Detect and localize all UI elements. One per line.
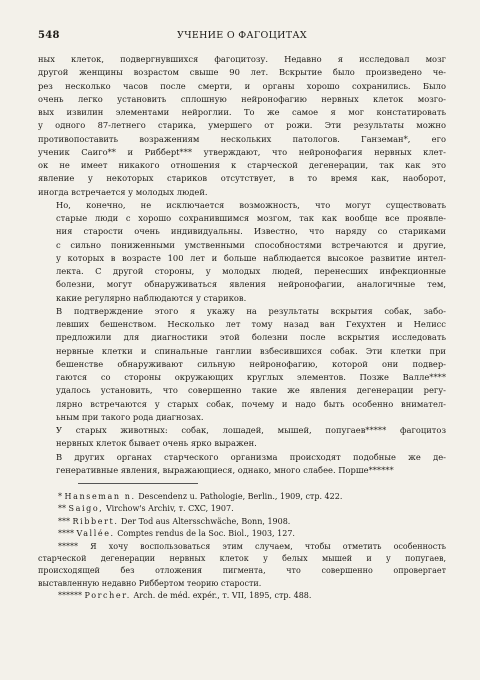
text-line: нервных клеток бывает очень ярко выражен.	[56, 438, 257, 449]
footnote-mark: ******	[58, 591, 82, 601]
text-line: Но, конечно, не исключается возможность, что могут существовать	[56, 199, 446, 210]
footnote	[38, 541, 446, 591]
footnote	[38, 516, 446, 528]
footnote-text: Я хочу воспользоваться этим случаем, чтобы отметить особенность	[90, 541, 446, 551]
text-line: нервные клетки и спинальные ганглии взбесившихся собак. Эти клетки при	[56, 345, 446, 356]
text-line: иногда встречается у молодых людей.	[38, 186, 208, 197]
footnote	[38, 503, 446, 515]
footnote-text: выставленную недавно Риббертом теорию старости.	[38, 578, 262, 588]
footnote-text: Der Tod aus Altersschwäche, Bonn, 1908.	[121, 516, 291, 526]
text-line: очень легко установить сплошную нейронофагию нервных клеток мозго-	[38, 93, 446, 104]
text-line: ученик Саиго** и Риббept*** утверждают, что нейронофагия нервных клет-	[38, 146, 446, 157]
text-line: лекта. С другой стороны, у молодых людей, перенесших инфекционные	[56, 266, 446, 276]
footnote-text: старческой дегенерации нервных клеток у белых мышей и у попугаев,	[38, 554, 446, 564]
footnote-text: Virchow's Archiv, т. CXC, 1907.	[105, 504, 234, 514]
page-number: 548	[38, 30, 60, 41]
paragraph	[38, 451, 446, 478]
footnote	[38, 528, 446, 540]
text-line: лярно встречаются у старых собак, почему и надо быть особенно внимател-	[56, 398, 446, 409]
paragraph	[38, 305, 446, 424]
footnote-author: Ribbert.	[72, 516, 119, 526]
text-line: у которых в возрасте 100 лет и больше наблюдается высокое развитие интел-	[56, 252, 446, 263]
footnote-text: Arch. de méd. expér., т. VII, 1895, стр. 488.	[133, 591, 312, 601]
text-line: предложили для диагностики этой болезни после вскрытия исследовать	[56, 332, 446, 343]
footnote-author: Porcher.	[84, 591, 131, 601]
text-line: ьным при такого рода диагнозах.	[56, 411, 204, 422]
footnote-text: происходящей без отложения пигмента, что совершенно опровергает	[38, 566, 446, 576]
text-line: вых извилин элементами нейроглии. То же самое я мог констатировать	[38, 107, 446, 117]
text-line: явление у некоторых стариков отсутствует, в то время как, наоборот,	[38, 173, 446, 184]
footnote-mark: ****	[58, 529, 74, 539]
text-line: ных клеток, подвергнувшихся фагоцитозу. Недавно я исследовал мозг	[38, 54, 446, 64]
footnote	[38, 590, 446, 602]
text-line: противопоставить возражениям нескольких патологов. Ганземан*, его	[38, 133, 446, 144]
text-line: В подтверждение этого я укажу на результаты вскрытия собак, забо-	[56, 305, 446, 316]
text-line: ния старости очень индивидуальны. Известно, что наряду со стариками	[56, 226, 446, 237]
footnote	[38, 491, 446, 503]
text-line: В других органах старческого организма происходят подобные же де-	[56, 451, 446, 462]
footnote-mark: **	[58, 504, 66, 514]
text-line: какие регулярно наблюдаются у стариков.	[56, 292, 247, 303]
text-line: рез несколько часов после смерти, и органы хорошо сохранились. Было	[38, 80, 446, 91]
footnote-author: Hanseman n.	[64, 492, 136, 501]
text-line: У старых животных: собак, лошадей, мышей, попугаев***** фагоцитоз	[56, 425, 446, 435]
footnote-author: Vallée.	[76, 529, 115, 539]
footnote-author: Saigo,	[68, 504, 104, 514]
text-line: ок не имеет никакого отношения к старческой дегенерации, так как это	[38, 160, 446, 170]
footnote-text: Descendenz u. Pathologie, Berlin., 1909, стр. 422.	[138, 492, 343, 501]
text-line: старые люди с хорошо сохранившимся мозгом, так как вообще все проявле-	[56, 213, 446, 223]
running-title: УЧЕНИЕ О ФАГОЦИТАХ	[177, 30, 307, 41]
footnotes	[38, 491, 446, 603]
footnote-mark: *	[58, 492, 62, 501]
text-line: бешенстве обнаруживают сильную нейронофагию, которой они подвер-	[56, 358, 446, 369]
footnote-mark: ***	[58, 516, 70, 526]
text-line: другой женщины возрастом свыше 90 лет. Вскрытие было произведено че-	[38, 67, 446, 78]
footnote-mark: *****	[58, 541, 78, 551]
footnote-rule	[78, 483, 198, 484]
text-line: болезни, могут обнаруживаться явления нейронофагии, аналогичные тем,	[56, 279, 446, 290]
text-line: у одного 87-летнего старика, умершего от рожи. Эти результаты можно	[38, 120, 446, 131]
text-line: с сильно пониженными умственными способностями встречаются и другие,	[56, 239, 446, 250]
text-line: гаются со стороны окружающих круглых элементов. Позже Валле****	[56, 372, 446, 382]
paragraph	[38, 199, 446, 305]
text-line: левших бешенством. Несколько лет тому назад ван Гехухтен и Нелисс	[56, 319, 446, 329]
running-head	[38, 30, 446, 41]
paragraph	[38, 424, 446, 451]
body-text	[38, 53, 446, 477]
text-line: удалось установить, что совершенно такие же явления дегенерации регу-	[56, 385, 446, 396]
text-line: генеративные явления, выражающиеся, однако, много слабее. Порше******	[56, 464, 394, 475]
paragraph	[38, 53, 446, 199]
footnote-text: Comptes rendus de la Soc. Biol., 1903, 127.	[117, 529, 295, 539]
